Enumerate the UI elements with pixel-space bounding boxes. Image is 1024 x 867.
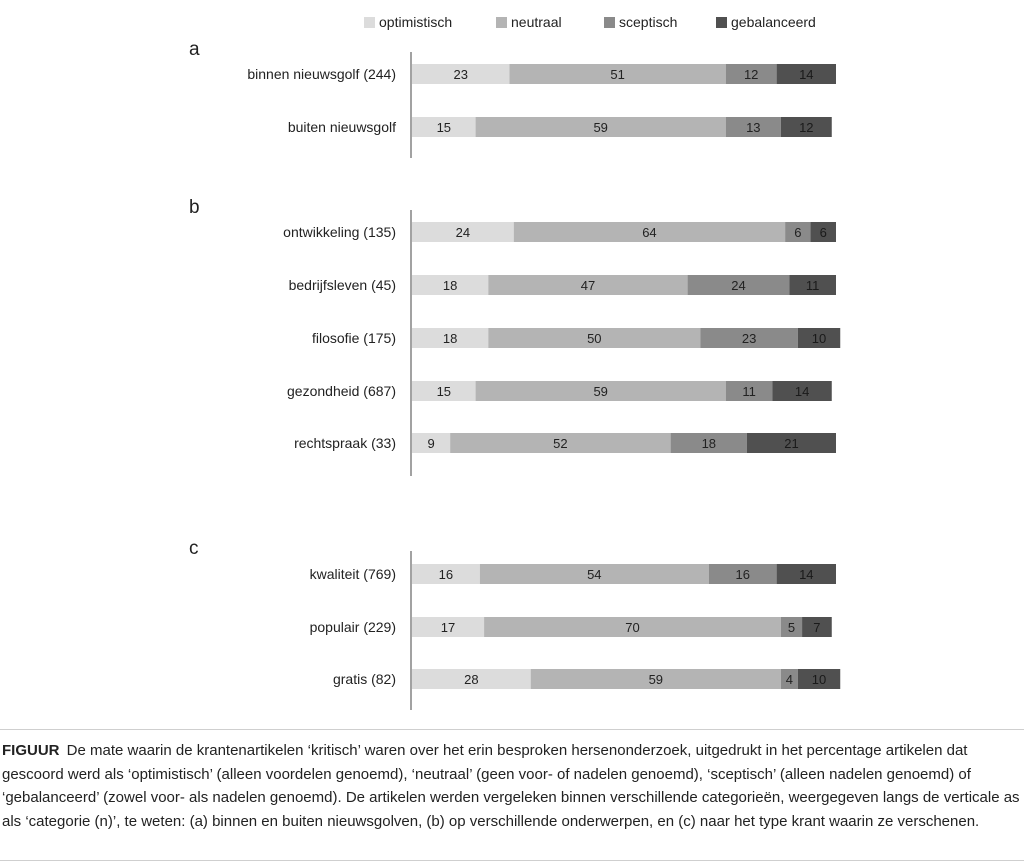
category-label: kwaliteit (769) — [309, 566, 396, 582]
data-label-optimistisch: 9 — [427, 436, 435, 451]
data-label-optimistisch: 18 — [442, 278, 458, 293]
legend-swatch-neutraal — [496, 17, 507, 28]
group-label-c: c — [189, 538, 199, 559]
data-label-optimistisch: 15 — [436, 120, 452, 135]
data-label-gebalanceerd: 10 — [811, 331, 827, 346]
data-label-optimistisch: 28 — [464, 672, 479, 687]
data-label-neutraal: 59 — [593, 384, 608, 399]
caption-top-rule — [0, 729, 1024, 730]
legend-label-neutraal: neutraal — [511, 14, 562, 30]
legend-swatch-optimistisch — [364, 17, 375, 28]
data-label-sceptisch: 16 — [735, 567, 750, 582]
data-label-sceptisch: 23 — [741, 331, 757, 346]
caption-lead: FIGUUR — [2, 742, 60, 759]
category-label: populair (229) — [309, 619, 396, 635]
category-label: filosofie (175) — [311, 330, 396, 346]
figure-caption — [2, 739, 1022, 833]
data-label-optimistisch: 17 — [440, 620, 456, 635]
legend-label-gebalanceerd: gebalanceerd — [731, 14, 816, 30]
legend-label-sceptisch: sceptisch — [619, 14, 678, 30]
data-label-sceptisch: 11 — [742, 384, 756, 399]
data-label-neutraal: 52 — [553, 436, 568, 451]
category-label: binnen nieuwsgolf (244) — [247, 66, 396, 82]
chart-groups — [189, 39, 840, 710]
data-label-gebalanceerd: 21 — [784, 436, 799, 451]
data-label-neutraal: 50 — [587, 331, 602, 346]
data-label-sceptisch: 4 — [785, 672, 793, 687]
data-label-gebalanceerd: 14 — [799, 67, 814, 82]
group-label-b: b — [189, 197, 200, 218]
category-label: gratis (82) — [332, 671, 396, 687]
caption-text: De mate waarin de krantenartikelen ‘kritisch’ waren over het erin besproken hersenonderzoek, uitgedrukt in het percentage artikelen dat gescoord werd als ‘optimistisch’ (alleen voordelen genoemd), ‘neutraal’ (geen voor- of nadelen genoemd), ‘sceptisch’ (alleen nadelen genoemd) of ‘gebalanceerd’ (zowel voor- als nadelen genoemd). De artikelen werden vergeleken binnen verschillende categorieën, weergegeven langs de verticale as als ‘categorie (n)’, te weten: (a) binnen en buiten nieuwsgolven, (b) op verschillende onderwerpen, en (c) naar het type krant waarin ze verschenen. — [2, 742, 1020, 830]
legend-swatch-gebalanceerd — [716, 17, 727, 28]
chart-legend — [364, 14, 816, 30]
data-label-gebalanceerd: 6 — [819, 225, 827, 240]
data-label-neutraal: 47 — [580, 278, 596, 293]
data-label-gebalanceerd: 14 — [799, 567, 814, 582]
data-label-gebalanceerd: 11 — [805, 278, 820, 293]
data-label-optimistisch: 15 — [436, 384, 452, 399]
data-label-gebalanceerd: 12 — [799, 120, 814, 135]
category-label: gezondheid (687) — [287, 383, 396, 399]
category-label: buiten nieuwsgolf — [287, 119, 396, 135]
data-label-gebalanceerd: 10 — [811, 672, 827, 687]
data-label-gebalanceerd: 7 — [813, 620, 821, 635]
data-label-neutraal: 59 — [648, 672, 664, 687]
data-label-neutraal: 64 — [642, 225, 657, 240]
data-label-neutraal: 70 — [625, 620, 640, 635]
data-label-optimistisch: 16 — [438, 567, 454, 582]
data-label-neutraal: 51 — [610, 67, 625, 82]
data-label-optimistisch: 23 — [453, 67, 468, 82]
data-label-sceptisch: 18 — [701, 436, 717, 451]
legend-swatch-sceptisch — [604, 17, 615, 28]
group-label-a: a — [189, 39, 200, 60]
data-label-neutraal: 54 — [587, 567, 602, 582]
data-label-gebalanceerd: 14 — [794, 384, 810, 399]
data-label-neutraal: 59 — [593, 120, 608, 135]
caption-bottom-rule — [0, 860, 1024, 861]
legend-label-optimistisch: optimistisch — [379, 14, 453, 30]
category-label: rechtspraak (33) — [294, 435, 396, 451]
data-label-sceptisch: 12 — [743, 67, 759, 82]
data-label-sceptisch: 6 — [794, 225, 802, 240]
data-label-sceptisch: 13 — [746, 120, 761, 135]
data-label-optimistisch: 24 — [455, 225, 471, 240]
data-label-sceptisch: 24 — [731, 278, 746, 293]
category-label: bedrijfsleven (45) — [288, 277, 396, 293]
data-label-optimistisch: 18 — [442, 331, 458, 346]
category-label: ontwikkeling (135) — [283, 224, 396, 240]
data-label-sceptisch: 5 — [787, 620, 796, 635]
